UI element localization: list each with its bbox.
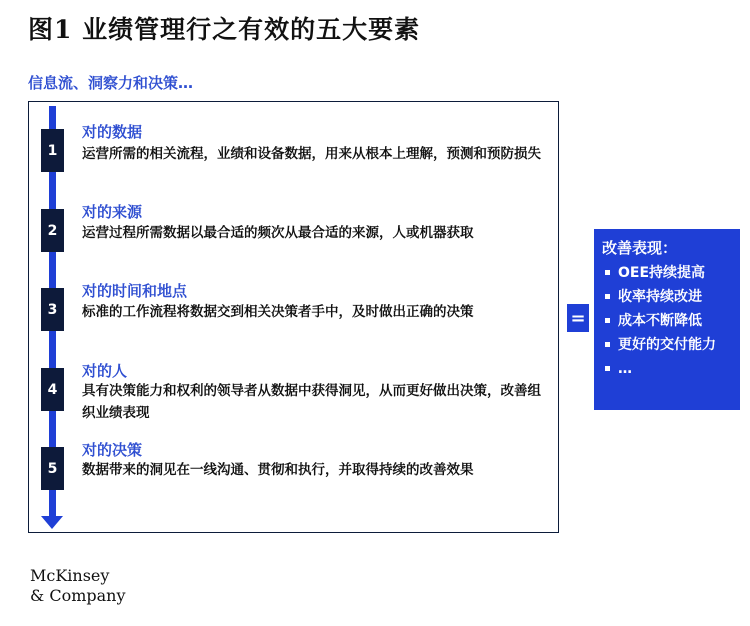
step-desc-1: 运营所需的相关流程，业绩和设备数据，用来从根本上理解，预测和预防损失 — [82, 146, 541, 162]
step-number-2: 2 — [41, 209, 64, 252]
result-item: … — [602, 358, 732, 380]
step-title-5: 对的决策 — [82, 441, 143, 459]
step-number-4: 4 — [41, 368, 64, 411]
step-desc-3: 标准的工作流程将数据交到相关决策者手中，及时做出正确的决策 — [82, 304, 474, 320]
step-title-2: 对的来源 — [82, 203, 143, 221]
mckinsey-logo — [30, 566, 126, 606]
result-item: 收率持续改进 — [602, 286, 732, 308]
step-title-4: 对的人 — [82, 362, 128, 380]
step-title-1: 对的数据 — [82, 123, 143, 141]
result-item: OEE持续提高 — [602, 262, 732, 284]
step-number-3: 3 — [41, 288, 64, 331]
page-title: 图1 业绩管理行之有效的五大要素 — [28, 15, 421, 44]
results-box — [594, 229, 740, 410]
step-title-3: 对的时间和地点 — [82, 282, 188, 300]
logo-line-1: McKinsey — [30, 566, 110, 585]
logo-line-2: & Company — [30, 586, 126, 605]
equals-sign: = — [567, 304, 589, 332]
results-title: 改善表现： — [602, 239, 678, 257]
step-number-5: 5 — [41, 447, 64, 490]
flow-arrow-icon — [41, 516, 63, 529]
step-desc-4: 具有决策能力和权利的领导者从数据中获得洞见，从而更好做出决策，改善组织业绩表现 — [82, 383, 541, 421]
results-list — [602, 262, 732, 380]
result-item: 成本不断降低 — [602, 310, 732, 332]
step-desc-5: 数据带来的洞见在一线沟通、贯彻和执行，并取得持续的改善效果 — [82, 462, 474, 478]
step-desc-2: 运营过程所需数据以最合适的频次从最合适的来源，人或机器获取 — [82, 225, 474, 241]
step-number-1: 1 — [41, 129, 64, 172]
subtitle: 信息流、洞察力和决策… — [28, 74, 194, 92]
result-item: 更好的交付能力 — [602, 334, 732, 356]
